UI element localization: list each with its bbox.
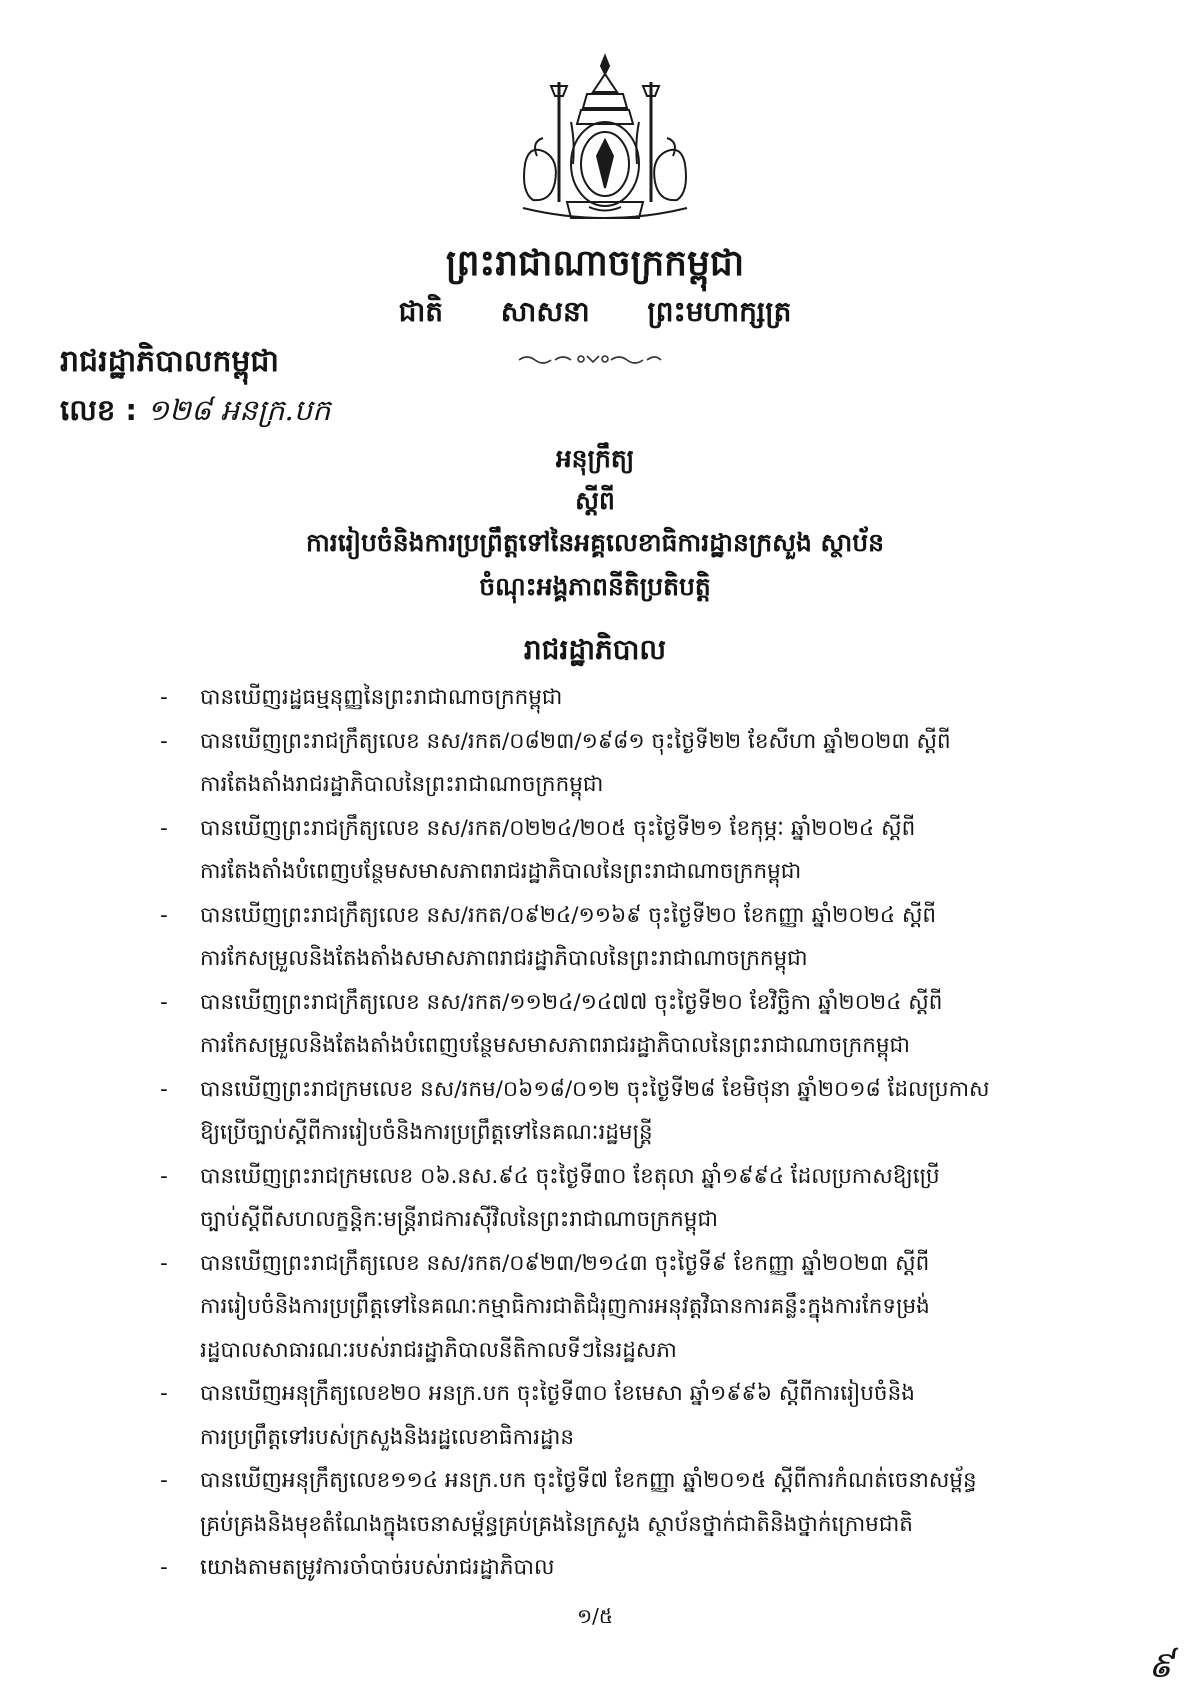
list-item-line: បានឃើញព្រះរាជក្រឹត្យលេខ នស/រកត/១១២៤/១៤៧៧ ចុះថ្ងៃទី២០ ខែវិច្ឆិកា ឆ្នាំ២០២៤ ស្ដីពី xyxy=(200,989,943,1015)
list-bullet-dash: - xyxy=(160,685,168,710)
list-item xyxy=(160,1546,1090,1590)
list-bullet-dash: - xyxy=(160,1381,168,1406)
list-item-line: បានឃើញអនុក្រឹត្យលេខ១១៤ អនក្រ.បក ចុះថ្ងៃទី៧ ខែកញ្ញា ឆ្នាំ២០១៥ ស្ដីពីការកំណត់ចេនាសម្ព័ន្ធ xyxy=(200,1468,977,1493)
considerations-list xyxy=(160,676,1090,1590)
list-item-line: គ្រប់គ្រងនិងមុខតំណែងក្នុងចេនាសម្ព័ន្ធគ្រប់គ្រងនៃក្រសួង ស្ថាប័នថ្នាក់ជាតិនិងថ្នាក់ក្រោមជាតិ xyxy=(200,1511,913,1537)
motto-nation: ជាតិ xyxy=(398,295,444,328)
list-item-line: បានឃើញព្រះរាជក្រមលេខ នស/រកម/០៦១៨/០១២ ចុះថ្ងៃទី២៨ ខែមិថុនា ឆ្នាំ២០១៨ ដែលប្រកាស xyxy=(200,1076,990,1102)
document-about: ស្ដីពី xyxy=(575,486,615,515)
motto-religion: សាសនា xyxy=(500,295,590,328)
issuing-authority: រាជរដ្ឋាភិបាលកម្ពុជា xyxy=(60,344,279,379)
decorative-divider-icon xyxy=(515,352,665,366)
list-item xyxy=(160,676,1090,720)
document-number xyxy=(60,393,331,435)
list-item-line: ច្បាប់ស្ដីពីសហលក្ខន្តិកៈមន្ត្រីរាជការស៊ីវិលនៃព្រះរាជាណាចក្រកម្ពុជា xyxy=(200,1207,718,1232)
list-item-line: បានឃើញព្រះរាជក្រមលេខ ០៦.នស.៩៤ ចុះថ្ងៃទី៣០ ខែតុលា ឆ្នាំ១៩៩៤ ដែលប្រកាសឱ្យប្រើ xyxy=(200,1163,940,1189)
number-value: ១២៨ អនក្រ.បក xyxy=(147,393,331,427)
list-bullet-dash: - xyxy=(160,728,168,754)
list-item xyxy=(160,894,1090,981)
list-item xyxy=(160,720,1090,807)
motto-king: ព្រះមហាក្សត្រ xyxy=(647,295,792,328)
list-bullet-dash: - xyxy=(160,1076,168,1102)
list-bullet-dash: - xyxy=(160,1163,168,1189)
list-item xyxy=(160,807,1090,894)
authority-heading: រាជរដ្ឋាភិបាល xyxy=(523,633,667,666)
list-bullet-dash: - xyxy=(160,815,168,841)
list-item-line: បានឃើញព្រះរាជក្រឹត្យលេខ នស/រកត/០៨២៣/១៩៨១ ចុះថ្ងៃទី២២ ខែសីហា ឆ្នាំ២០២៣ ស្ដីពី xyxy=(200,728,951,754)
list-bullet-dash: - xyxy=(160,1555,168,1580)
kingdom-name: ព្រះរាជាណាចក្រកម្ពុជា xyxy=(445,243,745,284)
list-item-line: ការកែសម្រួលនិងតែងតាំងបំពេញបន្ថែមសមាសភាពរាជរដ្ឋាភិបាលនៃព្រះរាជាណាចក្រកម្ពុជា xyxy=(200,1033,910,1058)
royal-coat-of-arms-icon xyxy=(515,52,695,232)
list-item-line: ការតែងតាំងបំពេញបន្ថែមសមាសភាពរាជរដ្ឋាភិបាលនៃព្រះរាជាណាចក្រកម្ពុជា xyxy=(200,859,802,884)
list-item-line: បានឃើញព្រះរាជក្រឹត្យលេខ នស/រកត/០២២៤/២០៥ ចុះថ្ងៃទី២១ ខែកុម្ភៈ ឆ្នាំ២០២៤ ស្ដីពី xyxy=(200,815,916,841)
list-bullet-dash: - xyxy=(160,1468,168,1493)
document-type: អនុក្រឹត្យ xyxy=(555,444,635,473)
list-item-line: ការតែងតាំងរាជរដ្ឋាភិបាលនៃព្រះរាជាណាចក្រកម្ពុជា xyxy=(200,772,604,797)
list-item xyxy=(160,1068,1090,1155)
list-item xyxy=(160,1242,1090,1373)
list-bullet-dash: - xyxy=(160,989,168,1015)
list-bullet-dash: - xyxy=(160,902,168,928)
national-motto xyxy=(0,294,1190,335)
list-item-line: បានឃើញអនុក្រឹត្យលេខ២០ អនក្រ.បក ចុះថ្ងៃទី៣០ ខែមេសា ឆ្នាំ១៩៩៦ ស្ដីពីការរៀបចំនិង xyxy=(200,1381,915,1406)
list-item-line: បានឃើញព្រះរាជក្រឹត្យលេខ នស/រកត/០៩២៤/១១៦៩ ចុះថ្ងៃទី២០ ខែកញ្ញា ឆ្នាំ២០២៤ ស្ដីពី xyxy=(200,902,937,928)
handwritten-page-mark: ៩ xyxy=(1148,1645,1174,1686)
list-bullet-dash: - xyxy=(160,1250,168,1276)
document-subject-line-2: ចំណុះអង្គភាពនីតិប្រតិបត្តិ xyxy=(479,572,711,601)
list-item xyxy=(160,1155,1090,1242)
list-item-line: បានឃើញព្រះរាជក្រឹត្យលេខ នស/រកត/០៩២៣/២១៤៣ ចុះថ្ងៃទី៩ ខែកញ្ញា ឆ្នាំ២០២៣ ស្ដីពី xyxy=(200,1250,930,1276)
list-item-line: ការប្រព្រឹត្តទៅរបស់ក្រសួងនិងរដ្ឋលេខាធិការដ្ឋាន xyxy=(200,1424,575,1450)
document-subject-line-1: ការរៀបចំនិងការប្រព្រឹត្តទៅនៃអគ្គលេខាធិការដ្ឋានក្រសួង ស្ថាប័ន xyxy=(305,528,885,557)
list-item-line: រដ្ឋបាលសាធារណៈរបស់រាជរដ្ឋាភិបាលនីតិកាលទីៗនៃរដ្ឋសភា xyxy=(200,1337,677,1363)
number-label: លេខ : xyxy=(60,393,137,427)
list-item xyxy=(160,1372,1090,1459)
list-item xyxy=(160,1459,1090,1546)
list-item-line: ការរៀបចំនិងការប្រព្រឹត្តទៅនៃគណៈកម្មាធិការជាតិជំរុញការអនុវត្តវិធានការគន្លឹះក្នុងការកែទម្រង់ xyxy=(200,1294,930,1319)
list-item-line: យោងតាមតម្រូវការចាំបាច់របស់រាជរដ្ឋាភិបាល xyxy=(200,1555,555,1580)
list-item-line: ការកែសម្រួលនិងតែងតាំងសមាសភាពរាជរដ្ឋាភិបាលនៃព្រះរាជាណាចក្រកម្ពុជា xyxy=(200,946,808,971)
page-number: ១/៥ xyxy=(576,1604,614,1628)
list-item-line: ឱ្យប្រើច្បាប់ស្ដីពីការរៀបចំនិងការប្រព្រឹត្តទៅនៃគណៈរដ្ឋមន្ត្រី xyxy=(200,1120,653,1145)
list-item xyxy=(160,981,1090,1068)
list-item-line: បានឃើញរដ្ឋធម្មនុញ្ញនៃព្រះរាជាណាចក្រកម្ពុជា xyxy=(200,685,563,710)
